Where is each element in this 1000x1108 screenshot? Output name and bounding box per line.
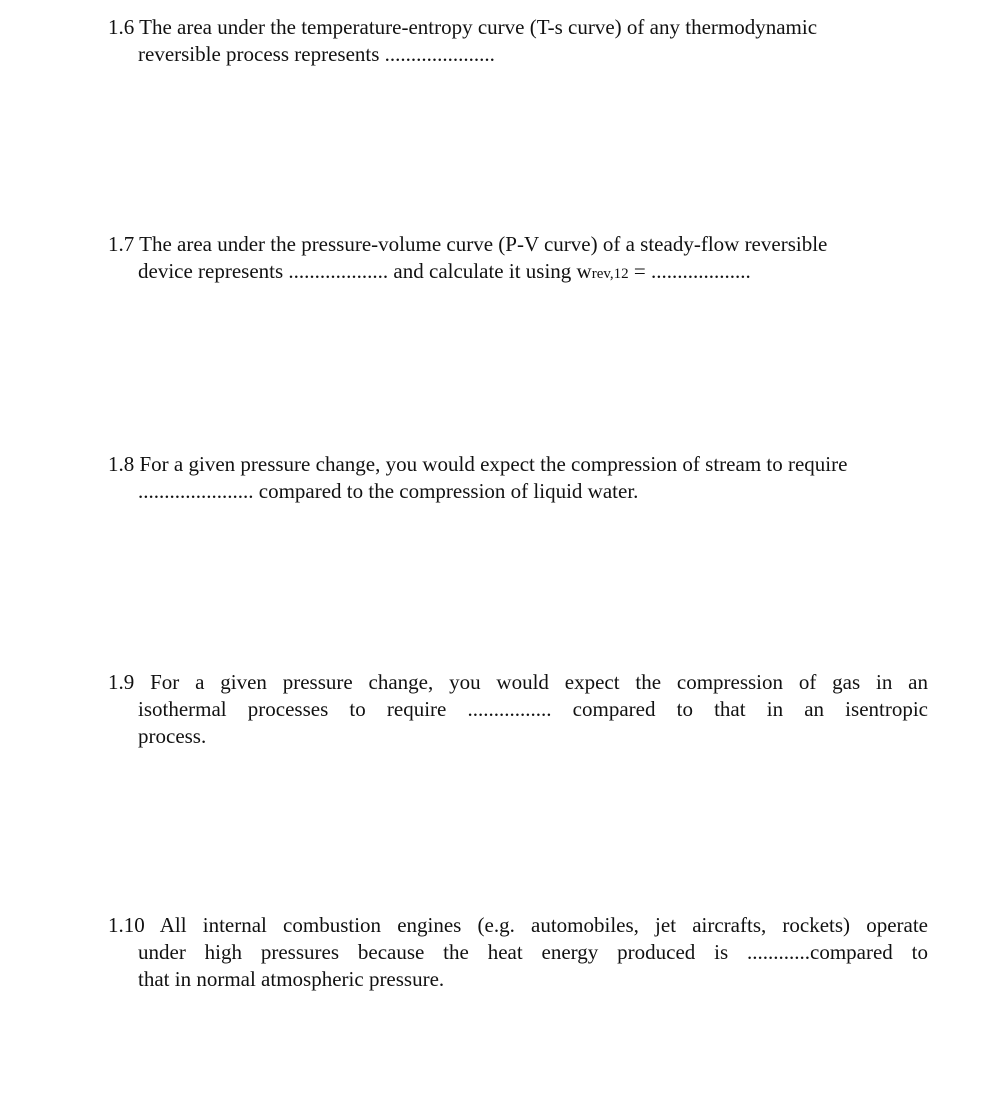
question-text: device represents ................... and calculate it using [138, 259, 577, 283]
question-line: 1.6 The area under the temperature-entropy curve (T-s curve) of any thermodynamic [108, 15, 818, 39]
question-1-6 [108, 14, 928, 68]
question-1-7 [108, 231, 928, 288]
question-1-10 [108, 912, 928, 993]
question-line: 1.8 For a given pressure change, you would expect the compression of stream to require [108, 452, 848, 476]
question-line [108, 258, 928, 288]
question-line: ...................... compared to the compression of liquid water. [138, 479, 639, 503]
question-line: isothermal processes to require ................ compared to that in an isentropic [138, 697, 928, 721]
question-line: that in normal atmospheric pressure. [138, 967, 445, 991]
question-line: process. [138, 724, 207, 748]
question-1-8 [108, 451, 928, 505]
question-line: 1.10 All internal combustion engines (e.g. automobiles, jet aircrafts, rockets) operate [108, 913, 928, 937]
work-symbol: w [576, 259, 592, 283]
question-line: under high pressures because the heat energy produced is ............compared to [138, 940, 928, 964]
question-text: = ................... [628, 259, 751, 283]
question-line: 1.9 For a given pressure change, you would expect the compression of gas in an [108, 670, 928, 694]
question-line: 1.7 The area under the pressure-volume curve (P-V curve) of a steady-flow reversible [108, 232, 828, 256]
question-1-9 [108, 669, 928, 750]
work-subscript: rev,12 [591, 266, 629, 282]
question-line: reversible process represents ..................... [138, 42, 495, 66]
